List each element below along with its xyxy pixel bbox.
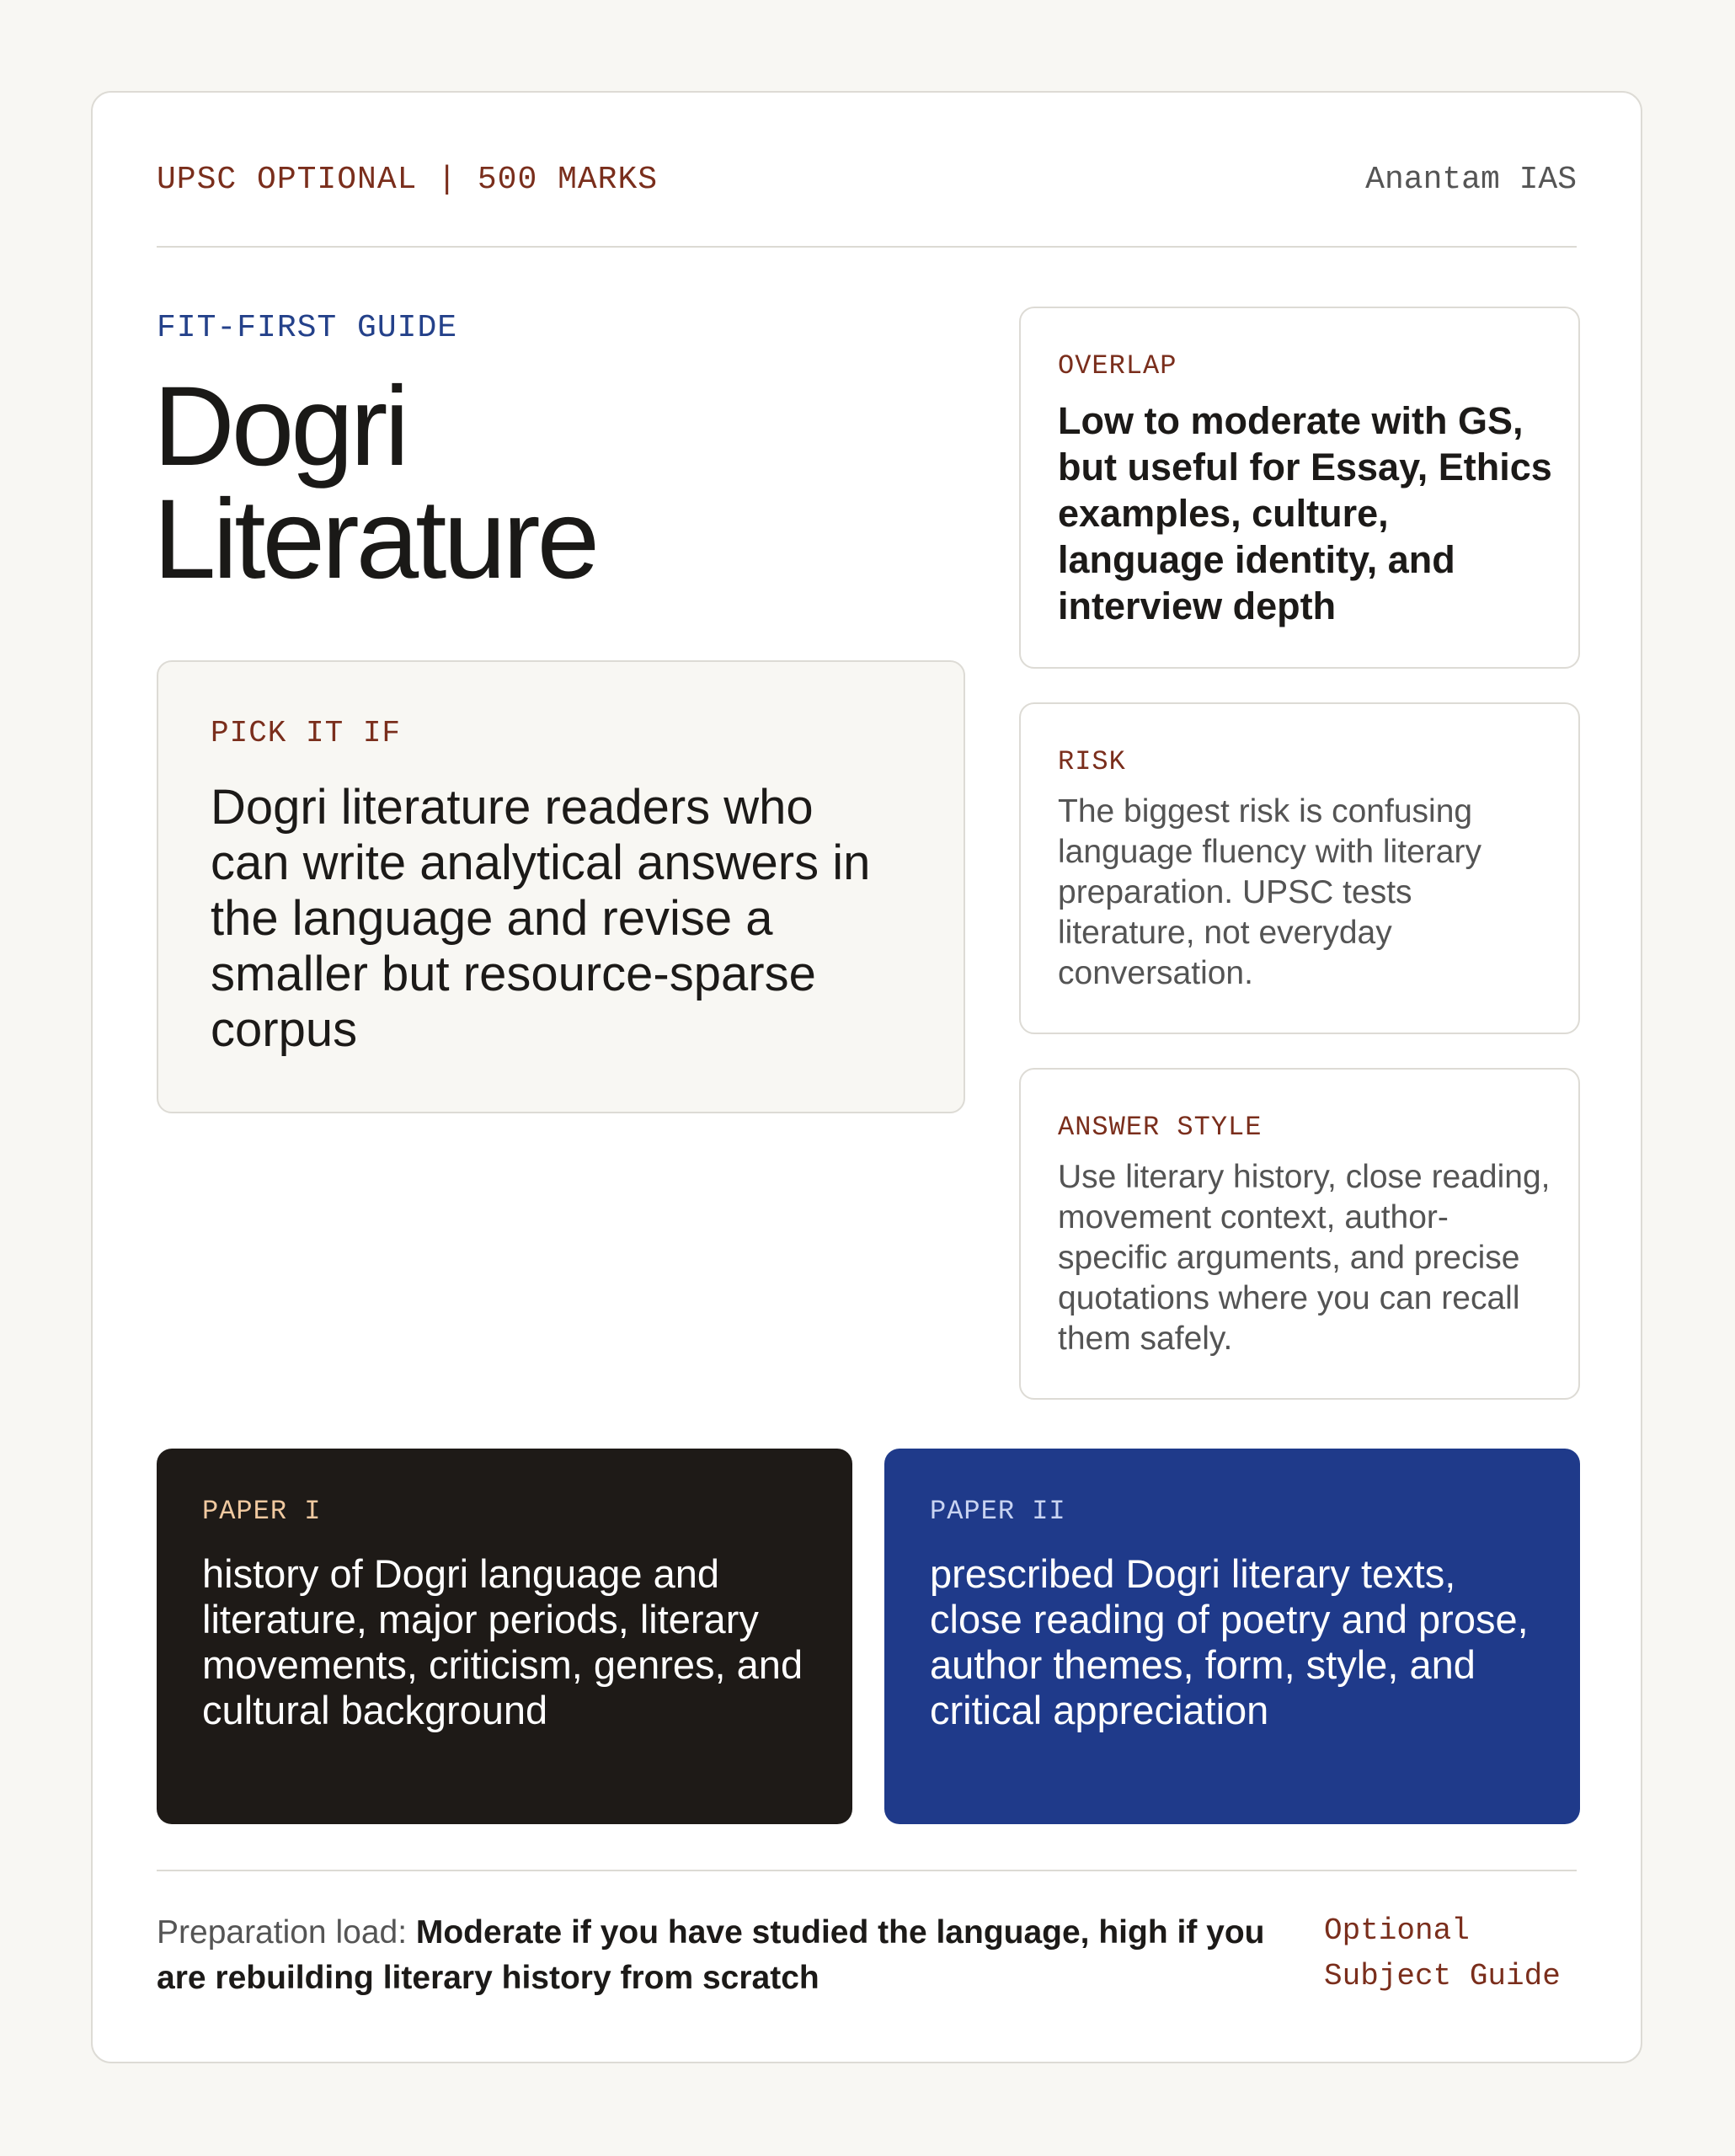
answer-style-panel	[1019, 1068, 1580, 1400]
paper-1-label: PAPER I	[202, 1496, 322, 1527]
title-line-2: Literature	[153, 477, 597, 602]
header-subject-tag: UPSC OPTIONAL | 500 MARKS	[157, 162, 659, 198]
overlap-text: Low to moderate with GS, but useful for Essay, Ethics examples, culture, language identity, and interview depth	[1058, 399, 1552, 627]
answer-style-text: Use literary history, close reading, movement context, author-specific arguments, and precise quotations where you can recall them safely.	[1058, 1159, 1551, 1357]
header-brand: Anantam IAS	[1365, 162, 1577, 198]
paper-2-label: PAPER II	[930, 1496, 1066, 1527]
paper-1-text: history of Dogri language and literature, major periods, literary movements, criticism, genres, and cultural background	[202, 1551, 803, 1732]
risk-text: The biggest risk is confusing language fluency with literary preparation. UPSC tests literature, not everyday conversation.	[1058, 793, 1481, 991]
pick-it-if-text: Dogri literature readers who can write analytical answers in the language and revise a smaller but resource-sparse corpus	[211, 780, 871, 1057]
paper-1-panel	[157, 1449, 852, 1824]
overlap-panel	[1019, 307, 1580, 669]
header-divider	[157, 246, 1577, 248]
footer-guide-line-2: Subject Guide	[1324, 1959, 1561, 1993]
guide-card	[91, 91, 1642, 2063]
preparation-load	[157, 1910, 1285, 2001]
title-line-1: Dogri	[153, 364, 407, 489]
risk-panel	[1019, 702, 1580, 1034]
paper-2-panel	[884, 1449, 1580, 1824]
preparation-load-value: Moderate if you have studied the language, high if you are rebuilding literary history from scratch	[157, 1914, 1265, 1996]
answer-style-label: ANSWER STYLE	[1058, 1112, 1263, 1143]
risk-label: RISK	[1058, 746, 1126, 777]
paper-2-text: prescribed Dogri literary texts, close reading of poetry and prose, author themes, form, style, and critical appreciation	[930, 1551, 1529, 1732]
footer-guide-line-1: Optional	[1324, 1913, 1470, 1948]
pick-it-if-label: PICK IT IF	[211, 716, 402, 750]
overlap-label: OVERLAP	[1058, 350, 1177, 382]
preparation-load-label: Preparation load:	[157, 1914, 416, 1951]
guide-kicker: FIT-FIRST GUIDE	[157, 310, 458, 346]
page-title	[153, 364, 743, 602]
pick-it-if-panel	[157, 660, 965, 1113]
footer-guide-tag	[1324, 1908, 1577, 1999]
footer-divider	[157, 1870, 1577, 1871]
